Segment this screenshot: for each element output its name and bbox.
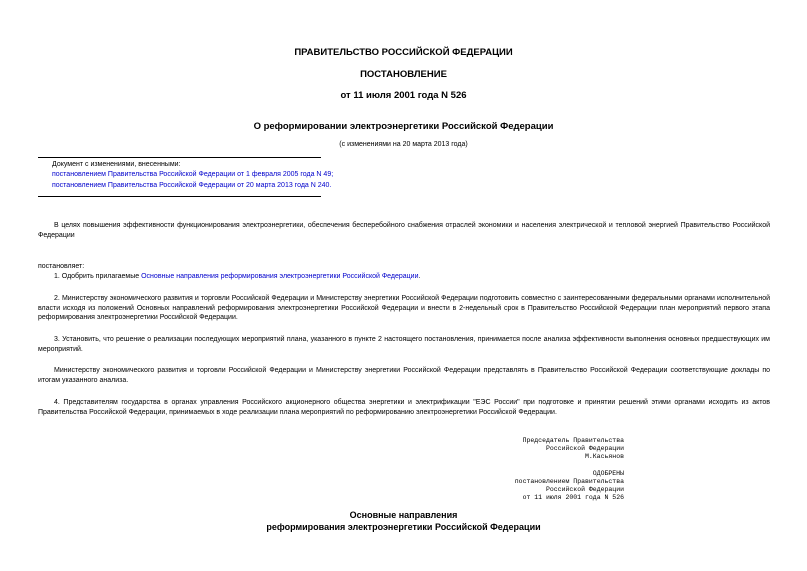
paragraph-3-continuation: Министерству экономического развития и торговли Российской Федерации и Министерству энергетики Российской Федерации представлять в Правительство Российской Федерации соответствующие доклады по итогам указанного анализа.	[38, 367, 770, 384]
paragraph-1	[38, 272, 770, 282]
changes-top-rule	[38, 157, 321, 158]
change-link-2005[interactable]: постановлением Правительства Российской Федерации от 1 февраля 2005 года N 49;	[52, 171, 334, 178]
paragraph-1-suffix: .	[418, 273, 421, 280]
paragraph-3: 3. Установить, что решение о реализации последующих мероприятий плана, указанного в пункте 2 настоящего постановления, принимается после анализа эффективности выполнения основных предшествующих им мероприятий.	[38, 336, 770, 353]
document-title: О реформировании электроэнергетики Российской Федерации	[253, 121, 554, 132]
change-link-2013[interactable]: постановлением Правительства Российской Федерации от 20 марта 2013 года N 240.	[52, 182, 332, 189]
approval-line-4: от 11 июля 2001 года N 526	[522, 494, 624, 501]
annex-title-line-1: Основные направления	[349, 510, 458, 520]
document-date-number: от 11 июля 2001 года N 526	[340, 90, 467, 101]
government-heading: ПРАВИТЕЛЬСТВО РОССИЙСКОЙ ФЕДЕРАЦИИ	[294, 47, 513, 58]
paragraph-1-prefix: 1. Одобрить прилагаемые	[54, 273, 142, 280]
preamble-paragraph: В целях повышения эффективности функционирования электроэнергетики, обеспечения бесперебойного снабжения отраслей экономики и населения электрической и тепловой энергией Правительство Российской Федерации	[38, 222, 770, 239]
decides-label: постановляет:	[38, 263, 85, 270]
paragraph-4: 4. Представителям государства в органах управления Российского акционерного общества энергетики и электрификации "ЕЭС России" при подготовке и принятии решений этими органами исходить из актов Правительства Российской Федерации, принимаемых в ходе реализации плана мероприятий по реформированию электроэнергетики Российской Федерации.	[38, 399, 770, 416]
annex-title-line-2: реформирования электроэнергетики Российской Федерации	[266, 522, 541, 532]
signature-block	[424, 437, 624, 461]
basic-directions-link[interactable]: Основные направления реформирования электроэнергетики Российской Федерации	[141, 273, 419, 280]
changes-bottom-rule	[38, 196, 321, 197]
signature-line-3: М.Касьянов	[584, 453, 624, 460]
document-type: ПОСТАНОВЛЕНИЕ	[360, 69, 447, 80]
amendment-note: (с изменениями на 20 марта 2013 года)	[339, 141, 468, 148]
approval-block	[424, 470, 624, 502]
approval-line-1: ОДОБРЕНЫ	[592, 470, 624, 477]
changes-intro: Документ с изменениями, внесенными:	[52, 161, 181, 168]
paragraph-2: 2. Министерству экономического развития и торговли Российской Федерации и Министерству энергетики Российской Федерации подготовить совместно с заинтересованными федеральными органами исполнительной власти исходя из положений Основных направлений реформирования электроэнергетики Российской Федерации и внести в 2-недельный срок в Правительство Российской Федерации план мероприятий первого этапа реформирования электроэнергетики Российской Федерации.	[38, 295, 770, 321]
signature-line-1: Председатель Правительства	[522, 437, 624, 444]
approval-line-2: постановлением Правительства	[514, 478, 624, 485]
signature-line-2: Российской Федерации	[545, 445, 624, 452]
approval-line-3: Российской Федерации	[545, 486, 624, 493]
